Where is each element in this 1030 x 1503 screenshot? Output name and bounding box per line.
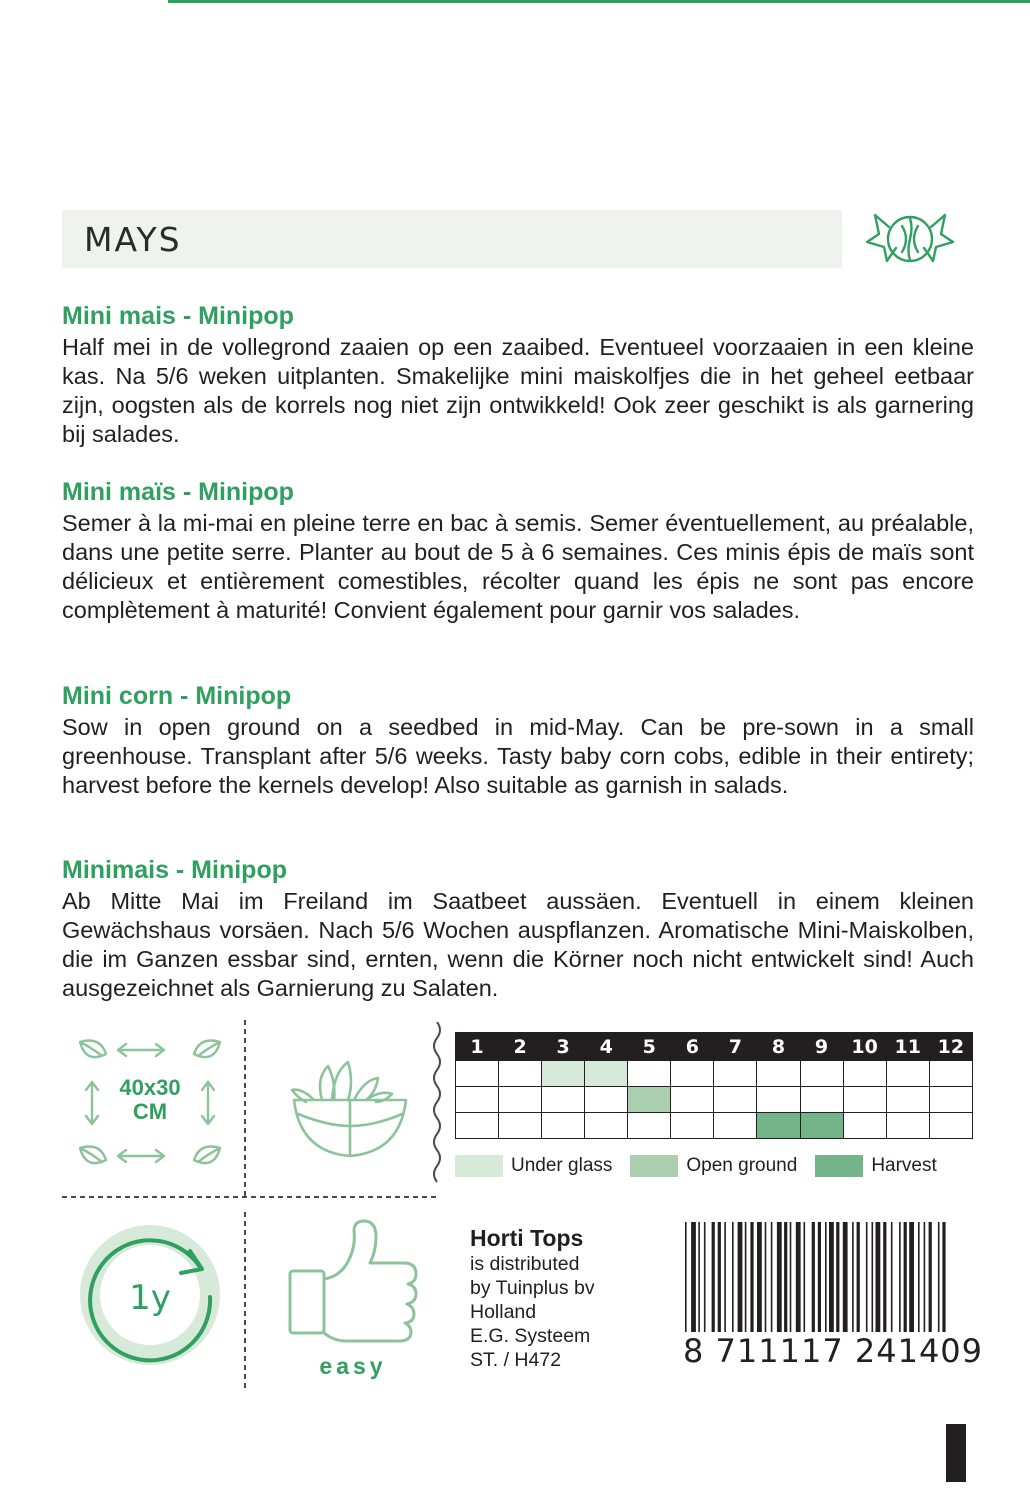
calendar-cell-empty	[929, 1061, 972, 1087]
calendar-cell-harvest	[800, 1113, 843, 1139]
divider-horizontal-1	[62, 1196, 440, 1198]
description-block-de	[62, 856, 974, 1003]
legend-label-harvest: Harvest	[871, 1155, 937, 1176]
calendar-cell-empty	[628, 1061, 671, 1087]
calendar-cell-empty	[499, 1087, 542, 1113]
calendar-cell-empty	[843, 1087, 886, 1113]
brand-line: ST. / H472	[470, 1349, 562, 1371]
page-title: MAYS	[84, 219, 182, 259]
calendar-cell-empty	[671, 1087, 714, 1113]
month-header: 1	[456, 1033, 499, 1061]
brand-line: is distributed	[470, 1253, 580, 1275]
block-text-en: Sow in open ground on a seedbed in mid-May. Can be pre-sown in a small greenhouse. Transplant after 5/6 weeks. Tasty baby corn cobs, edible in their entirety; harvest before the kernels develop! Also suitable as garnish in salads.	[62, 714, 974, 798]
calendar-row	[456, 1113, 973, 1139]
calendar-cell-glass	[585, 1061, 628, 1087]
brand-name: Horti Tops	[470, 1225, 584, 1251]
calendar-cell-empty	[499, 1061, 542, 1087]
easy-label: easy	[319, 1353, 387, 1379]
calendar-cell-empty	[886, 1061, 929, 1087]
block-text-nl: Half mei in de vollegrond zaaien op een zaaibed. Eventueel voorzaaien in een kleine kas. Na 5/6 weken uitplanten. Smakelijke mini maiskolfjes die in het geheel eetbaar zijn, oogsten als de korrels nog niet zijn ontwikkeld! Ook zeer geschikt is als garnering bij salades.	[62, 334, 974, 447]
calendar-cell-glass	[542, 1061, 585, 1087]
legend-item-open-ground	[630, 1155, 797, 1177]
divider-vertical-1	[244, 1020, 246, 1200]
sowing-calendar	[455, 1032, 973, 1139]
calendar-cell-empty	[585, 1087, 628, 1113]
calendar-cell-empty	[886, 1087, 929, 1113]
legend-swatch-open-ground	[630, 1155, 678, 1177]
spacing-label	[119, 1076, 180, 1124]
barcode-digits: 8 711117 241409	[683, 1332, 984, 1370]
brand-line: Holland	[470, 1301, 537, 1323]
calendar-cell-empty	[456, 1113, 499, 1139]
block-title-nl: Mini mais - Minipop	[62, 302, 294, 330]
calendar-body	[456, 1061, 973, 1139]
calendar-cell-empty	[757, 1087, 800, 1113]
calendar-row	[456, 1061, 973, 1087]
calendar-cell-empty	[456, 1061, 499, 1087]
calendar-cell-empty	[800, 1087, 843, 1113]
legend-swatch-harvest	[815, 1155, 863, 1177]
month-header: 8	[757, 1033, 800, 1061]
calendar-cell-empty	[800, 1061, 843, 1087]
calendar-table	[455, 1032, 973, 1139]
salad-bowl-icon	[270, 1022, 430, 1172]
calendar-cell-empty	[714, 1061, 757, 1087]
month-header: 6	[671, 1033, 714, 1061]
block-title-de: Minimais - Minipop	[62, 856, 287, 884]
calendar-cell-empty	[542, 1087, 585, 1113]
description-block-nl	[62, 302, 974, 449]
calendar-cell-empty	[757, 1061, 800, 1087]
calendar-row	[456, 1087, 973, 1113]
spacing-value: 40x30	[119, 1075, 181, 1100]
calendar-cell-empty	[929, 1087, 972, 1113]
description-block-en	[62, 682, 974, 800]
candy-corn-icon	[862, 196, 958, 282]
legend-swatch-under-glass	[455, 1155, 503, 1177]
month-header: 9	[800, 1033, 843, 1061]
print-registration-mark	[946, 1424, 966, 1482]
brand-info	[470, 1225, 670, 1372]
month-header: 5	[628, 1033, 671, 1061]
calendar-cell-empty	[843, 1061, 886, 1087]
block-text-fr: Semer à la mi-mai en pleine terre en bac à semis. Semer éventuellement, au préalable, dans une petite serre. Planter au bout de 5 à 6 semaines. Ces minis épis de maïs sont délicieux et entièrement comestibles, récolter quand les épis ne sont pas encore complètement à maturité! Convient également pour garnir vos salades.	[62, 510, 974, 623]
calendar-cell-empty	[886, 1113, 929, 1139]
calendar-cell-harvest	[757, 1113, 800, 1139]
calendar-cell-empty	[714, 1113, 757, 1139]
calendar-cell-empty	[542, 1113, 585, 1139]
brand-line: E.G. Systeem	[470, 1325, 591, 1347]
calendar-cell-empty	[628, 1113, 671, 1139]
ean-13-barcode	[683, 1222, 984, 1372]
calendar-cell-empty	[499, 1113, 542, 1139]
calendar-cell-empty	[585, 1113, 628, 1139]
calendar-header-row	[456, 1033, 973, 1061]
legend-label-open-ground: Open ground	[686, 1155, 798, 1176]
legend-item-harvest	[815, 1155, 936, 1177]
month-header: 10	[843, 1033, 886, 1061]
calendar-cell-empty	[456, 1087, 499, 1113]
thumbs-up-icon	[268, 1215, 438, 1380]
month-header: 7	[714, 1033, 757, 1061]
header-band	[62, 210, 842, 268]
block-title-fr: Mini maïs - Minipop	[62, 478, 294, 506]
month-header: 11	[886, 1033, 929, 1061]
divider-wavy	[430, 1022, 444, 1197]
calendar-cell-empty	[929, 1113, 972, 1139]
month-header: 4	[585, 1033, 628, 1061]
shelf-life-circle-icon	[60, 1215, 240, 1375]
calendar-cell-empty	[714, 1087, 757, 1113]
brand-line: by Tuinplus bv	[470, 1277, 595, 1299]
block-text-de: Ab Mitte Mai im Freiland im Saatbeet aussäen. Eventuell in einem kleinen Gewächshaus vorsäen. Nach 5/6 Wochen auspflanzen. Aromatische Mini-Maiskolben, die im Ganzen essbar sind, ernten, wenn die Körner noch nicht entwickelt sind! Auch ausgezeichnet als Garnierung zu Salaten.	[62, 888, 974, 1001]
month-header: 12	[929, 1033, 972, 1061]
legend-item-under-glass	[455, 1155, 612, 1177]
month-header: 3	[542, 1033, 585, 1061]
month-header: 2	[499, 1033, 542, 1061]
spacing-unit: CM	[132, 1099, 168, 1124]
shelf-life-label: 1y	[129, 1278, 171, 1319]
calendar-cell-open	[628, 1087, 671, 1113]
block-title-en: Mini corn - Minipop	[62, 682, 292, 710]
calendar-cell-empty	[671, 1113, 714, 1139]
divider-vertical-2	[244, 1212, 246, 1392]
description-block-fr	[62, 478, 974, 625]
legend-label-under-glass: Under glass	[511, 1155, 613, 1176]
calendar-cell-empty	[843, 1113, 886, 1139]
calendar-legend	[455, 1155, 973, 1177]
plant-spacing-icon	[60, 1030, 240, 1170]
calendar-cell-empty	[671, 1061, 714, 1087]
barcode-bars	[683, 1222, 961, 1332]
